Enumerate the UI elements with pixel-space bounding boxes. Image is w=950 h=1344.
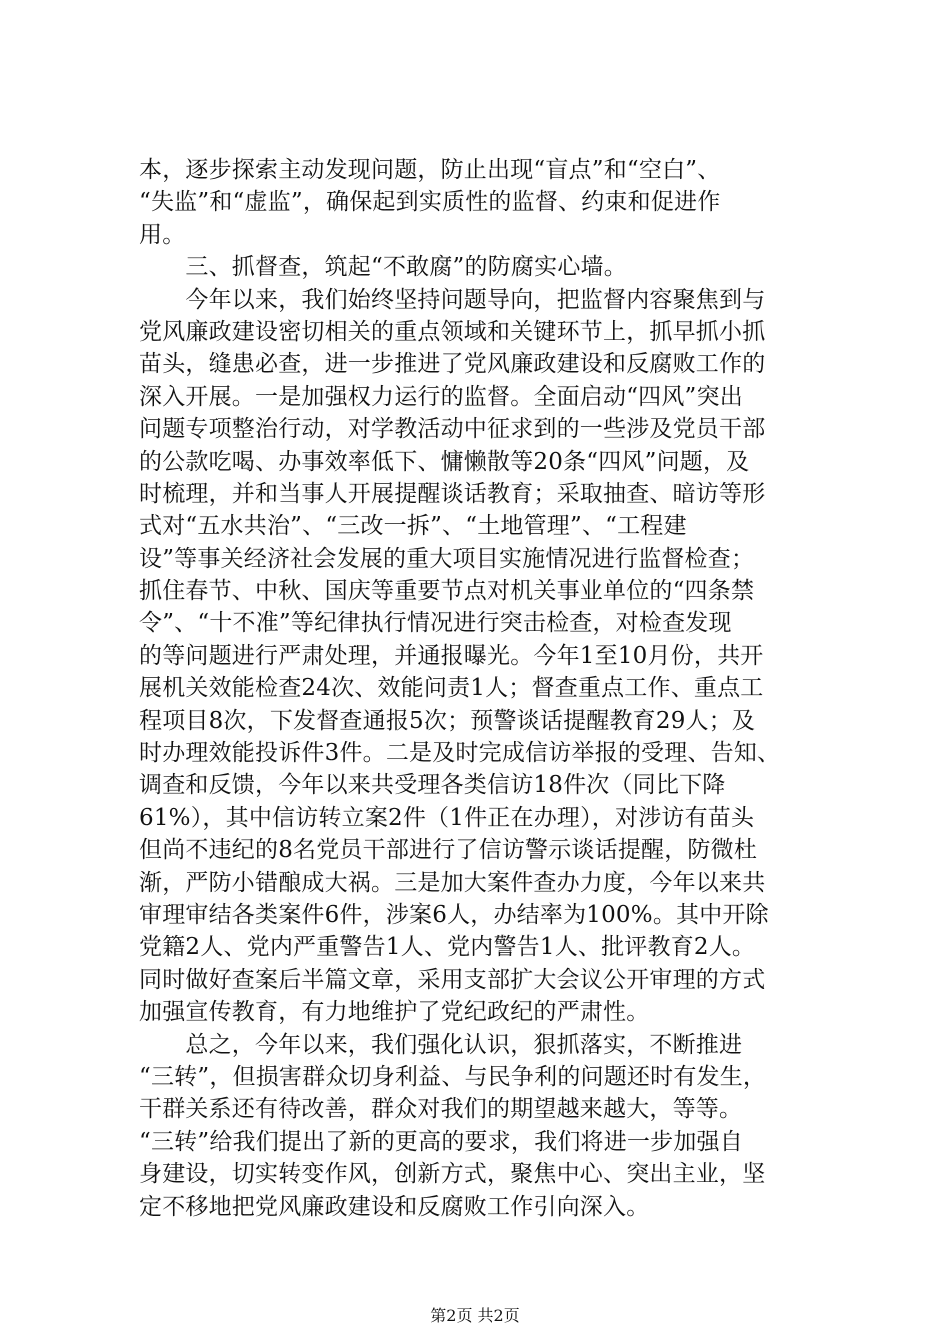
text-line: “三转”，但损害群众切身利益、与民争利的问题还时有发生， <box>139 1063 767 1090</box>
document-body <box>139 154 829 1223</box>
text-line: 61%），其中信访转立案2件（1件正在办理），对涉访有苗头 <box>139 804 755 831</box>
text-line: “失监”和“虚监”，确保起到实质性的监督、约束和促进作 <box>139 189 721 216</box>
page-footer <box>0 1306 950 1326</box>
text-line: 党籍2人、党内严重警告1人、党内警告1人、批评教育2人。 <box>139 934 756 961</box>
page-number: 第2页 共2页 <box>430 1306 520 1325</box>
text-line: 干群关系还有待改善，群众对我们的期望越来越大，等等。 <box>139 1096 743 1123</box>
text-line: 深入开展。一是加强权力运行的监督。全面启动“四风”突出 <box>139 383 743 410</box>
text-line: 渐，严防小错酿成大祸。三是加大案件查办力度，今年以来共 <box>139 869 766 896</box>
text-line: 同时做好查案后半篇文章，采用支部扩大会议公开审理的方式 <box>139 966 766 993</box>
text-line: 定不移地把党风廉政建设和反腐败工作引向深入。 <box>139 1193 650 1220</box>
text-line: 总之，今年以来，我们强化认识，狠抓落实，不断推进 <box>139 1031 743 1058</box>
text-line: 程项目8次，下发督查通报5次；预警谈话提醒教育29人；及 <box>139 707 756 734</box>
text-line: 的等问题进行严肃处理，并通报曝光。今年1至10月份，共开 <box>139 642 764 669</box>
text-line: 式对“五水共治”、“三改一拆”、“土地管理”、“工程建 <box>139 513 687 540</box>
text-line: 调查和反馈，今年以来共受理各类信访18件次（同比下降 <box>139 772 726 799</box>
text-line: 时梳理，并和当事人开展提醒谈话教育；采取抽查、暗访等形 <box>139 480 766 507</box>
section-heading: 三、抓督查，筑起“不敢腐”的防腐实心墙。 <box>139 254 627 281</box>
text-line: 加强宣传教育，有力地维护了党纪政纪的严肃性。 <box>139 999 650 1026</box>
text-line: 审理审结各类案件6件，涉案6人，办结率为100%。其中开除 <box>139 901 769 928</box>
text-line: 令”、“十不准”等纪律执行情况进行突击检查，对检查发现 <box>139 610 732 637</box>
text-line: 展机关效能检查24次、效能问责1人；督查重点工作、重点工 <box>139 675 764 702</box>
text-line: 身建设，切实转变作风，创新方式，聚焦中心、突出主业，坚 <box>139 1161 766 1188</box>
text-line: “三转”给我们提出了新的更高的要求，我们将进一步加强自 <box>139 1128 743 1155</box>
text-line: 今年以来，我们始终坚持问题导向，把监督内容聚焦到与 <box>139 286 766 313</box>
text-line: 党风廉政建设密切相关的重点领域和关键环节上，抓早抓小抓 <box>139 318 766 345</box>
text-line: 抓住春节、中秋、国庆等重要节点对机关事业单位的“四条禁 <box>139 578 755 605</box>
text-line: 苗头，缝患必查，进一步推进了党风廉政建设和反腐败工作的 <box>139 351 766 378</box>
text-line: 用。 <box>139 221 186 248</box>
text-line: 本，逐步探索主动发现问题，防止出现“盲点”和“空白”、 <box>139 157 721 183</box>
text-line: 设”等事关经济社会发展的重大项目实施情况进行监督检查； <box>139 545 755 572</box>
text-line: 时办理效能投诉件3件。二是及时完成信访举报的受理、告知、 <box>139 740 781 767</box>
text-line: 但尚不违纪的8名党员干部进行了信访警示谈话提醒，防微杜 <box>139 837 758 864</box>
text-line: 问题专项整治行动，对学教活动中征求到的一些涉及党员干部 <box>139 416 766 443</box>
text-line: 的公款吃喝、办事效率低下、慵懒散等20条“四风”问题，及 <box>139 448 750 475</box>
